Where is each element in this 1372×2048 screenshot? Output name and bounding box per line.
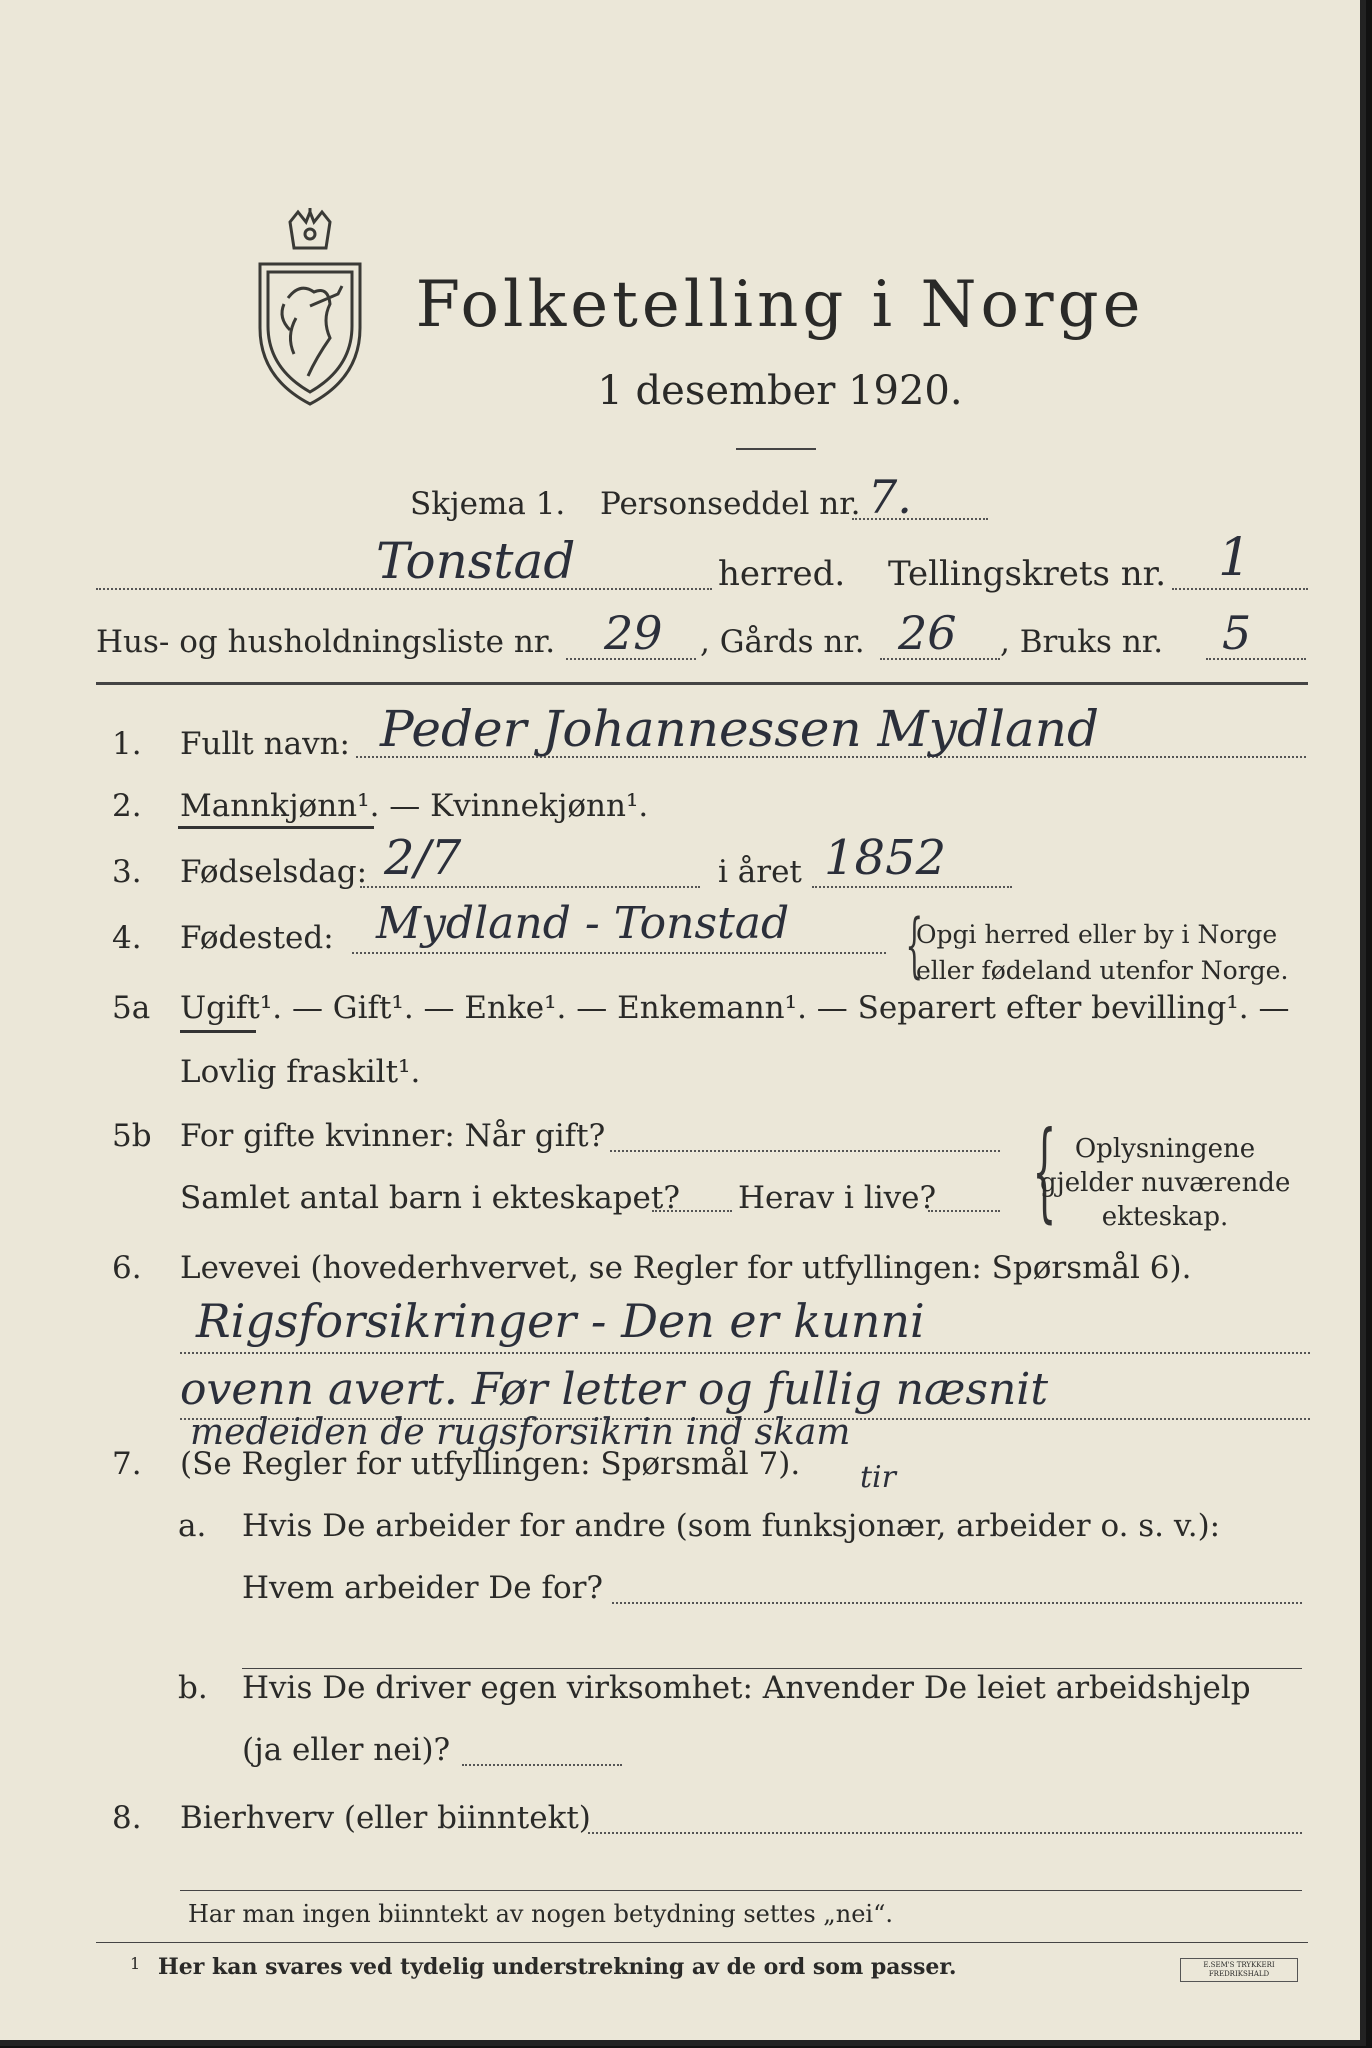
skjema-label: Skjema 1. (410, 486, 566, 522)
q4-value: Mydland - Tonstad (376, 898, 790, 949)
herred-value: Tonstad (376, 532, 576, 590)
bruks-line (1206, 658, 1306, 660)
q1-number: 1. (112, 726, 142, 762)
q5b-note-2: gjelder nuværende (1040, 1168, 1291, 1198)
q5b-line2b: Herav i live? (738, 1180, 937, 1216)
personseddel-value: 7. (868, 470, 912, 524)
q7b-answer-line (462, 1764, 622, 1766)
gards-value: 26 (898, 606, 957, 660)
q3-year-label: i året (718, 854, 802, 890)
q3-number: 3. (112, 854, 142, 890)
hus-label: Hus- og husholdningsliste nr. (96, 624, 556, 660)
q3-date-line (360, 886, 700, 888)
q5b-number: 5b (112, 1118, 152, 1154)
q4-brace: { (905, 904, 924, 986)
q6-answer-4: tir (860, 1460, 896, 1495)
q5b-note-3: ekteskap. (1101, 1202, 1229, 1232)
q3-label: Fødselsdag: (180, 854, 368, 890)
q7b-line2: (ja eller nei)? (242, 1732, 451, 1768)
q7a-extra-line (242, 1668, 1302, 1669)
q5b-note-1: Oplysningene (1074, 1134, 1256, 1164)
q7a-line2: Hvem arbeider De for? (242, 1570, 604, 1606)
q7b-letter: b. (178, 1670, 208, 1706)
q7a-letter: a. (178, 1508, 207, 1544)
q6-answer-2: ovenn avert. Før letter og fullig næsnit (180, 1364, 1049, 1415)
q6-answer-3: medeiden de rugsforsikrin ind skam (190, 1412, 851, 1453)
q5b-brace: { (1032, 1109, 1057, 1234)
q7a-line1: Hvis De arbeider for andre (som funksjonær, arbeider o. s. v.): (242, 1508, 1221, 1544)
herred-label: herred. (718, 554, 846, 594)
q1-value: Peder Johannessen Mydland (380, 700, 1099, 758)
title-divider (736, 448, 816, 450)
q4-line (352, 952, 886, 954)
q4-label: Fødested: (180, 920, 334, 956)
q5b-alive-line (928, 1210, 1000, 1212)
q7a-answer-line (612, 1602, 1302, 1604)
q3-year-value: 1852 (824, 830, 947, 886)
q4-note-1: Opgi herred eller by i Norge (916, 920, 1278, 949)
hus-value: 29 (604, 606, 663, 660)
q5a-line2: Lovlig fraskilt¹. (180, 1054, 421, 1090)
q2-number: 2. (112, 788, 142, 824)
header-rule (96, 682, 1308, 685)
q5b-married-line (610, 1150, 1000, 1152)
q3-year-line (812, 886, 1012, 888)
q4-note-2: eller fødeland utenfor Norge. (916, 956, 1289, 985)
q2-text: Mannkjønn¹. — Kvinnekjønn¹. (180, 788, 649, 824)
q6-label: Levevei (hovederhvervet, se Regler for utfyllingen: Spørsmål 6). (180, 1250, 1192, 1286)
q8-label: Bierhverv (eller biinntekt) (180, 1800, 591, 1836)
q5a-ugift-underline (180, 1030, 256, 1033)
personseddel-label: Personseddel nr. (600, 486, 861, 522)
q8-extra-line (180, 1890, 1302, 1891)
q5b-line2a: Samlet antal barn i ekteskapet? (180, 1180, 680, 1216)
gards-label: , Gårds nr. (700, 624, 865, 660)
coat-of-arms-icon (250, 208, 370, 408)
q4-number: 4. (112, 920, 142, 956)
q7b-line1: Hvis De driver egen virksomhet: Anvender De leiet arbeidshjelp (242, 1670, 1251, 1706)
q6-number: 6. (112, 1250, 142, 1286)
q1-label: Fullt navn: (180, 726, 350, 762)
bruks-label: , Bruks nr. (1000, 624, 1164, 660)
tellingskrets-label: Tellingskrets nr. (888, 554, 1167, 594)
q6-answer-1: Rigsforsikringer - Den er kunni (196, 1294, 925, 1348)
q7-label: (Se Regler for utfyllingen: Spørsmål 7). (180, 1446, 801, 1482)
q6-answer-line-1 (180, 1352, 1310, 1354)
tellingskrets-line (1172, 588, 1308, 590)
footnote-mark: 1 (130, 1954, 141, 1973)
q2-mannkjonn-underline (178, 826, 374, 829)
q8-line (588, 1832, 1302, 1834)
form-title: Folketelling i Norge (415, 268, 1145, 342)
q5a-line1: Ugift¹. — Gift¹. — Enke¹. — Enkemann¹. — Separert efter bevilling¹. — (180, 990, 1290, 1026)
q5b-children-line (652, 1210, 732, 1212)
bruks-value: 5 (1222, 606, 1252, 660)
q3-value: 2/7 (384, 830, 462, 886)
tellingskrets-value: 1 (1218, 528, 1252, 588)
q5a-number: 5a (112, 990, 151, 1026)
census-date: 1 desember 1920. (597, 368, 963, 414)
printer-stamp: E.SEM'S TRYKKERI FREDRIKSHALD (1180, 1958, 1298, 1982)
footer-note: Har man ingen biinntekt av nogen betydning settes „nei“. (188, 1900, 893, 1928)
q8-number: 8. (112, 1800, 142, 1836)
q5b-line1: For gifte kvinner: Når gift? (180, 1118, 606, 1154)
q7-number: 7. (112, 1446, 142, 1482)
footnote-text: Her kan svares ved tydelig understrekning av de ord som passer. (158, 1954, 957, 1980)
footer-rule (96, 1942, 1308, 1943)
